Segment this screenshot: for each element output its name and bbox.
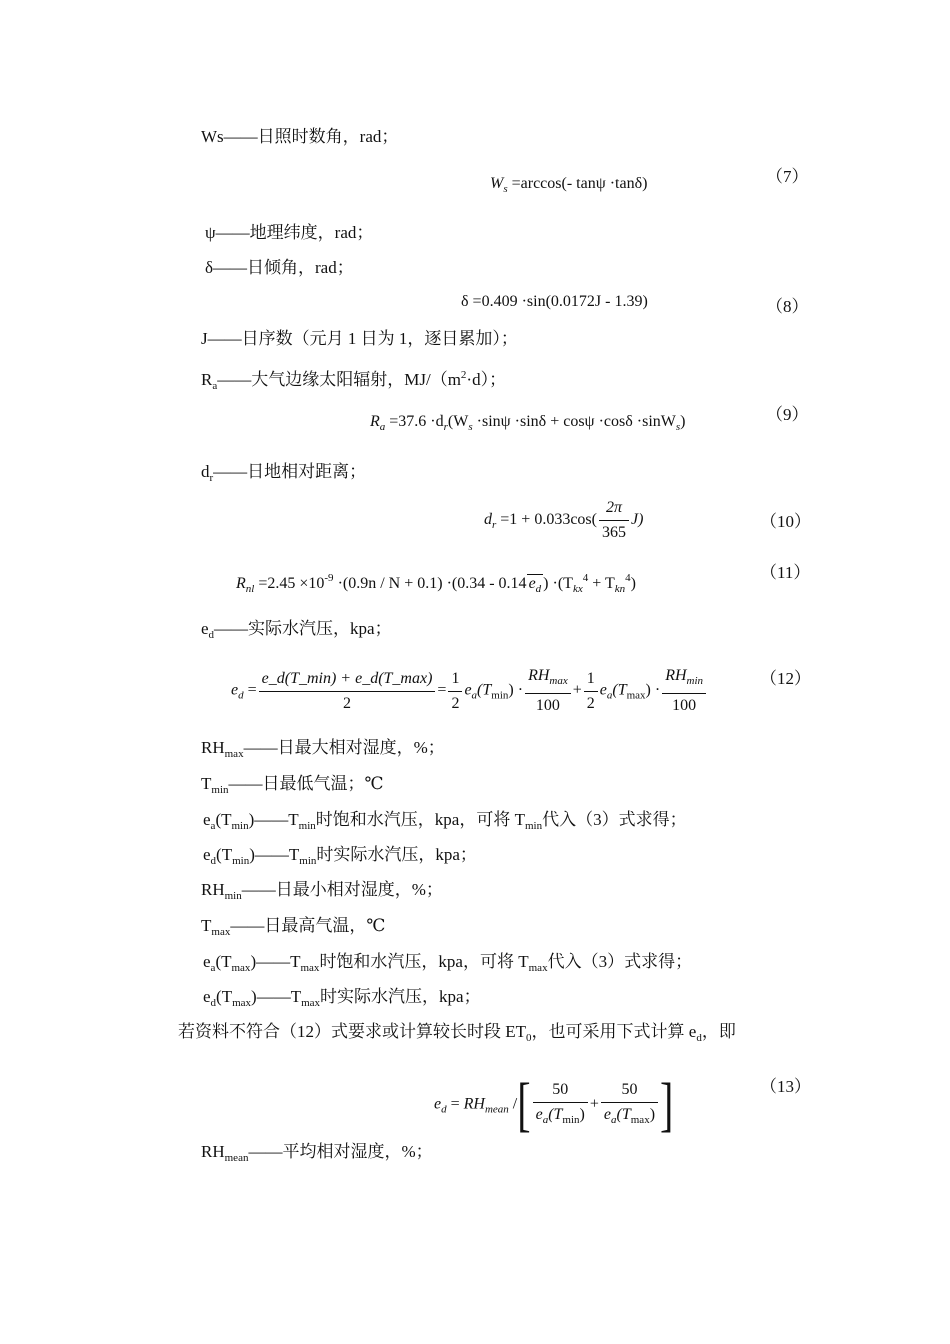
equation-number-9: （9） xyxy=(766,405,809,424)
text: (T xyxy=(216,987,233,1006)
equation-9 xyxy=(370,412,685,437)
numerator xyxy=(525,666,571,694)
denominator: $e_a(T_{max})$ xyxy=(603,1106,656,1126)
symbol-subscript: min xyxy=(232,855,250,867)
denominator: 2 xyxy=(586,694,595,712)
fraction xyxy=(525,666,571,716)
symbol-subscript: max xyxy=(528,962,548,974)
equation-number-11: （11） xyxy=(760,563,811,582)
math-expression: ) ·(T xyxy=(543,575,573,592)
symbol-subscript: max xyxy=(300,962,320,974)
def-tmin xyxy=(201,774,384,800)
equation-number-13: （13） xyxy=(760,1077,811,1096)
text: 若资料不符合（12）式要求或计算较长时段 ET xyxy=(178,1022,527,1041)
math-subscript: s xyxy=(503,183,508,195)
symbol: RH xyxy=(201,738,225,757)
math-symbol: e xyxy=(434,1095,442,1113)
math-subscript: d xyxy=(441,1103,447,1116)
numerator: e_d(T_min) + e_d(T_max) xyxy=(259,669,436,692)
math-subscript: min xyxy=(686,675,704,687)
radicand: e xyxy=(528,575,536,592)
def-tmax xyxy=(201,916,385,942)
definition-text: ——平均相对湿度，%； xyxy=(248,1142,433,1161)
symbol: e xyxy=(203,952,211,971)
def-rhmean xyxy=(201,1142,433,1168)
numerator: 1 xyxy=(448,669,462,692)
rh-symbol: RH xyxy=(665,667,687,684)
symbol: J xyxy=(201,329,208,348)
text: 代入（3）式求得； xyxy=(542,810,687,829)
text: (T xyxy=(216,845,233,864)
numerator xyxy=(662,666,706,694)
math-exponent: 4 xyxy=(582,572,589,584)
math-symbol: R xyxy=(236,575,246,592)
math-subscript: max xyxy=(630,1114,650,1126)
symbol: e xyxy=(201,619,209,638)
def-ea-tmax xyxy=(203,952,692,978)
left-bracket: [ xyxy=(517,1070,531,1138)
definition-text: ——地理纬度，rad； xyxy=(215,223,374,242)
math-symbol: e xyxy=(231,681,239,699)
math-subscript: kn xyxy=(614,583,626,595)
text: 时饱和水汽压，kpa，可将 T xyxy=(315,810,525,829)
subscript: d xyxy=(696,1032,702,1044)
symbol-subscript: mean xyxy=(224,1152,249,1164)
symbol: Ws xyxy=(201,127,224,146)
math-symbol: RH xyxy=(463,1095,485,1113)
math-subscript: s xyxy=(468,421,473,433)
math-expression: =1 + 0.033cos( xyxy=(500,511,597,529)
equation-8: δ =0.409 ·sin(0.0172J - 1.39) xyxy=(461,293,648,310)
def-delta xyxy=(205,258,354,278)
text: 时饱和水汽压，kpa，可将 T xyxy=(319,952,529,971)
definition-text: ——日最低气温；℃ xyxy=(228,774,384,793)
right-bracket: ] xyxy=(660,1070,674,1138)
numerator: 1 xyxy=(584,669,598,692)
fraction xyxy=(584,669,598,714)
math-subscript: a xyxy=(606,689,613,702)
text: ，即 xyxy=(701,1022,736,1041)
numerator: 50 xyxy=(533,1080,588,1103)
math-subscript: min xyxy=(562,1114,580,1126)
denominator: $e_a(T_{min})$ xyxy=(535,1106,585,1126)
symbol-subscript: min xyxy=(224,890,242,902)
text: 代入（3）式求得； xyxy=(547,952,693,971)
fraction xyxy=(259,669,436,714)
math-symbol: e xyxy=(464,681,472,699)
math-symbol: R xyxy=(370,413,380,430)
symbol-subscript: min xyxy=(524,820,543,832)
text: )——T xyxy=(251,987,302,1006)
math-subscript: min xyxy=(491,689,509,702)
symbol-subscript: min xyxy=(298,820,316,832)
symbol-subscript: a xyxy=(212,380,218,392)
equation-10 xyxy=(484,498,643,543)
math-symbol: W xyxy=(490,175,504,192)
math-expression: =arccos(- tanψ ·tanδ) xyxy=(511,175,648,192)
math-subscript: kx xyxy=(572,583,583,595)
equation-11 xyxy=(236,568,636,599)
equation-13: $e_d = RH_{mean}$ /[ $\frac{50}{e_a(T_{min})}$ + $\frac{50}{e_a(T_{max})}$ ] xyxy=(434,1070,674,1138)
math-symbol: e xyxy=(599,681,607,699)
definition-text: ——日照时数角，rad； xyxy=(223,127,399,146)
def-ed xyxy=(201,619,392,645)
def-psi xyxy=(205,223,373,243)
fraction xyxy=(448,669,462,714)
math-symbol: d xyxy=(484,511,492,529)
symbol: T xyxy=(201,774,212,793)
text: (T xyxy=(215,810,232,829)
math-subscript: d xyxy=(535,583,542,595)
definition-tail: ·d）； xyxy=(466,370,507,389)
square-root xyxy=(527,574,544,595)
symbol-subscript: d xyxy=(210,997,217,1009)
superscript: 2 xyxy=(460,369,467,381)
symbol: e xyxy=(203,810,211,829)
symbol: e xyxy=(203,845,211,864)
symbol: T xyxy=(201,916,212,935)
math-expression: ·sinψ ·sinδ + cosψ ·cosδ ·sinW xyxy=(472,413,676,430)
symbol-subscript: max xyxy=(231,962,251,974)
def-j xyxy=(201,329,518,349)
numerator: 2π xyxy=(599,498,629,521)
math-expression: (T xyxy=(616,1106,631,1123)
definition-text: ——日最高气温，℃ xyxy=(230,916,386,935)
definition-text: ——日序数（元月 1 日为 1，逐日累加）； xyxy=(207,329,518,348)
math-subscript: max xyxy=(626,689,646,702)
def-ea-tmin xyxy=(203,810,687,836)
def-ed-tmax xyxy=(203,987,481,1013)
symbol: δ xyxy=(205,258,214,277)
symbol-subscript: max xyxy=(232,997,252,1009)
symbol-subscript: max xyxy=(301,997,321,1009)
math-expression: =37.6 ·d xyxy=(385,413,444,430)
math-subscript: a xyxy=(611,1114,617,1126)
def-ws xyxy=(201,127,398,147)
text: (T xyxy=(215,952,232,971)
math-subscript: d xyxy=(238,689,244,702)
paragraph-text xyxy=(178,1022,736,1048)
math-subscript: a xyxy=(471,689,478,702)
equation-number-10: （10） xyxy=(760,512,811,531)
numerator: 50 xyxy=(601,1080,658,1103)
denominator: 100 xyxy=(535,697,560,714)
definition-text: ——日地相对距离； xyxy=(213,462,367,481)
math-subscript: a xyxy=(542,1114,549,1126)
denominator: 365 xyxy=(601,524,626,541)
math-symbol: e xyxy=(603,1106,612,1123)
symbol-subscript: min xyxy=(231,820,249,832)
math-expression: ·(0.9n / N + 0.1) ·(0.34 - 0.14 xyxy=(333,575,527,592)
definition-text: ——日倾角，rad； xyxy=(213,258,354,277)
math-expression: =2.45 ×10 xyxy=(258,575,325,592)
math-expression: (T xyxy=(548,1106,563,1123)
text: )——T xyxy=(248,810,299,829)
symbol-subscript: d xyxy=(210,855,217,867)
rh-symbol: RH xyxy=(528,667,550,684)
definition-text: ——大气边缘太阳辐射，MJ/（m xyxy=(217,370,461,389)
definition-text: ——日最小相对湿度，%； xyxy=(241,880,443,899)
symbol-subscript: d xyxy=(208,629,215,641)
fraction xyxy=(662,666,706,716)
math-subscript: max xyxy=(549,675,568,687)
text: )——T xyxy=(250,952,301,971)
definition-text: ——实际水汽压，kpa； xyxy=(214,619,392,638)
symbol-subscript: a xyxy=(210,820,216,832)
symbol: RH xyxy=(201,880,225,899)
equation-12: $e_d$ = $\frac{e\_d(T\_\min) + e\_d(T\_\max)}{2}$ = $\frac{1}{2}$ $e_a(T_{min})$ · $\frac{RH_{max}}{100}$ + $\frac{1}{2}$ $e_a(T_{max})$ · $\frac{RH_{min}}{100}$ xyxy=(231,666,708,716)
math-subscript: mean xyxy=(484,1103,509,1116)
symbol-subscript: r xyxy=(209,472,214,484)
symbol-subscript: max xyxy=(224,748,244,760)
math-expression: ) xyxy=(680,413,686,430)
denominator: 100 xyxy=(672,697,697,714)
fraction xyxy=(533,1080,588,1130)
math-symbol: e xyxy=(535,1106,543,1123)
math-expression: + T xyxy=(588,575,615,592)
equation-number-7: （7） xyxy=(766,167,809,186)
subscript: 0 xyxy=(526,1032,532,1044)
fraction xyxy=(601,1080,658,1130)
math-subscript: s xyxy=(675,421,681,433)
denominator: 2 xyxy=(343,694,352,712)
symbol: d xyxy=(201,462,210,481)
math-expression: ) xyxy=(630,575,636,592)
equation-number-8: （8） xyxy=(766,297,809,316)
symbol: R xyxy=(201,370,213,389)
text: ，也可采用下式计算 e xyxy=(531,1022,697,1041)
text: 时实际水汽压，kpa； xyxy=(320,987,481,1006)
def-rhmax xyxy=(201,738,445,764)
def-ed-tmin xyxy=(203,845,477,871)
symbol-subscript: a xyxy=(210,962,216,974)
symbol-subscript: min xyxy=(211,784,229,796)
math-exponent: 4 xyxy=(625,572,631,584)
denominator: 2 xyxy=(451,694,460,712)
def-rhmin xyxy=(201,880,443,906)
def-ra xyxy=(201,365,506,396)
symbol: e xyxy=(203,987,211,1006)
symbol-subscript: min xyxy=(299,855,317,867)
math-expression: J) xyxy=(630,511,644,529)
math-subscript: r xyxy=(443,421,448,433)
text: 时实际水汽压，kpa； xyxy=(316,845,477,864)
math-expression: (T xyxy=(477,681,492,699)
def-dr xyxy=(201,462,366,488)
definition-text: ——日最大相对湿度，%； xyxy=(243,738,445,757)
text: )——T xyxy=(249,845,300,864)
symbol-subscript: max xyxy=(211,926,231,938)
math-subscript: a xyxy=(379,421,386,433)
math-expression: (T xyxy=(612,681,627,699)
math-subscript: r xyxy=(492,519,497,532)
equation-7 xyxy=(490,174,647,199)
math-expression: (W xyxy=(447,413,469,430)
equation-number-12: （12） xyxy=(760,669,811,688)
math-subscript: nl xyxy=(245,583,255,595)
symbol: ψ xyxy=(205,223,216,242)
fraction xyxy=(599,498,629,543)
symbol: RH xyxy=(201,1142,225,1161)
math-exponent: -9 xyxy=(324,572,334,584)
